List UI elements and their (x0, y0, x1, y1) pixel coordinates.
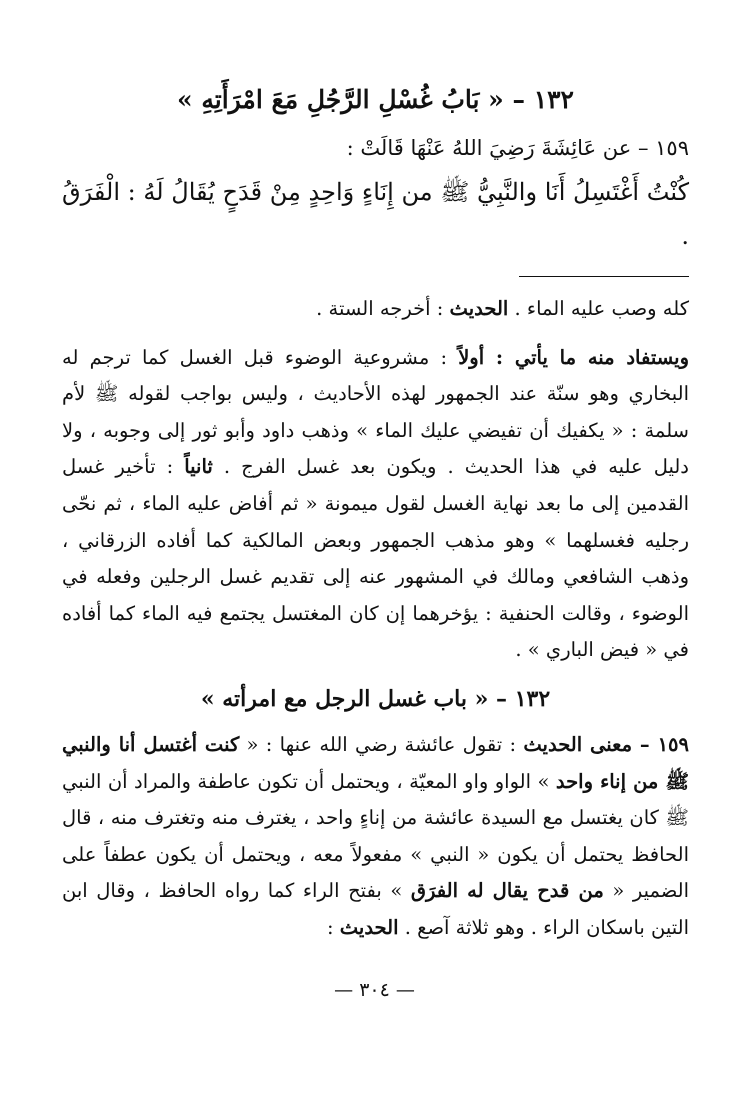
footnote-continuation (62, 291, 689, 328)
meaning-part2: » الواو واو المعيّة ، ويحتمل أن تكون عاطفة والمراد أن النبي ﷺ كان يغتسل مع السيدة عائشة من إناءٍ واحد ، يغترف منه وتغترف منه ، قال الحافظ يحتمل أن يكون « النبي » مفعولاً معه ، ويحتمل أن يكون عطفاً على الضمير « (62, 769, 690, 903)
page-number: — ٣٠٤ — (334, 979, 415, 1001)
meaning-part3: » بفتح الراء كما رواه الحافظ ، وقال ابن التين باسكان الراء . وهو ثلاثة آصع . (62, 879, 689, 939)
page-body (62, 78, 689, 947)
meaning-lead: ١٥٩ – معنى الحديث (523, 732, 689, 756)
hadith-text: كُنْتُ أَغْتَسِلُ أَنَا والنَّبِيُّ ﷺ من إِنَاءٍ وَاحِدٍ مِنْ قَدَحٍ يُقَالُ لَهُ : الْفَرَقُ . (62, 178, 690, 250)
spacer (62, 328, 689, 340)
footnote-rest: : أخرجه الستة . (316, 297, 450, 320)
footnote-label: الحديث (449, 297, 509, 320)
benefits-paragraph (62, 340, 689, 669)
meaning-part1: : تقول عائشة رضي الله عنها : « (239, 732, 524, 756)
meaning-part4: : (326, 915, 340, 939)
benefits-second-label: ثانياً (184, 455, 213, 479)
section-heading: ١٣٢ – « باب غسل الرجل مع امرأته » (200, 685, 551, 712)
footnote-plain: كله وصب عليه الماء . (508, 297, 689, 320)
chapter-heading: ١٣٢ – « بَابُ غُسْلِ الرَّجُلِ مَعَ امْرَأَتِهِ » (177, 85, 574, 114)
meaning-quote2: من قدح يقال له الفرَق (410, 879, 604, 903)
benefits-lead: ويستفاد منه ما يأتي : أولاً (458, 345, 689, 369)
meaning-quote1: كنت أغتسل أنا والنبي ﷺ من إناء واحد (62, 732, 689, 793)
hadith-intro: ١٥٩ – عن عَائِشَةَ رَضِيَ اللهُ عَنْهَا قَالَتْ : (346, 136, 689, 160)
footnote-divider (519, 276, 689, 277)
benefits-first: : مشروعية الوضوء قبل الغسل كما ترجم له البخاري وهو سنّة عند الجمهور لهذه الأحاديث ، وليس بواجب لقوله ﷺ لأم سلمة : « يكفيك أن تفيضي عليك الماء » وذهب داود وأبو ثور إلى وجوبه ، ولا دليل عليه في هذا الحديث . ويكون بعد غسل الفرج . (62, 345, 689, 479)
benefits-second: : تأخير غسل القدمين إلى ما بعد نهاية الغسل لقول ميمونة « ثم أفاض عليه الماء ، ثم نحّى رجليه فغسلهما » وهو مذهب الجمهور وبعض المالكية كما أفاده الزرقاني ، وذهب الشافعي ومالك في المشهور عنه إلى تقديم غسل الرجلين وفعله في الوضوء ، وقالت الحنفية : يؤخرهما إن كان المغتسل يجتمع فيه الماء كما أفاده في « فيض الباري » . (62, 455, 689, 662)
meaning-tail: الحديث (339, 915, 399, 939)
meaning-paragraph (62, 727, 689, 947)
